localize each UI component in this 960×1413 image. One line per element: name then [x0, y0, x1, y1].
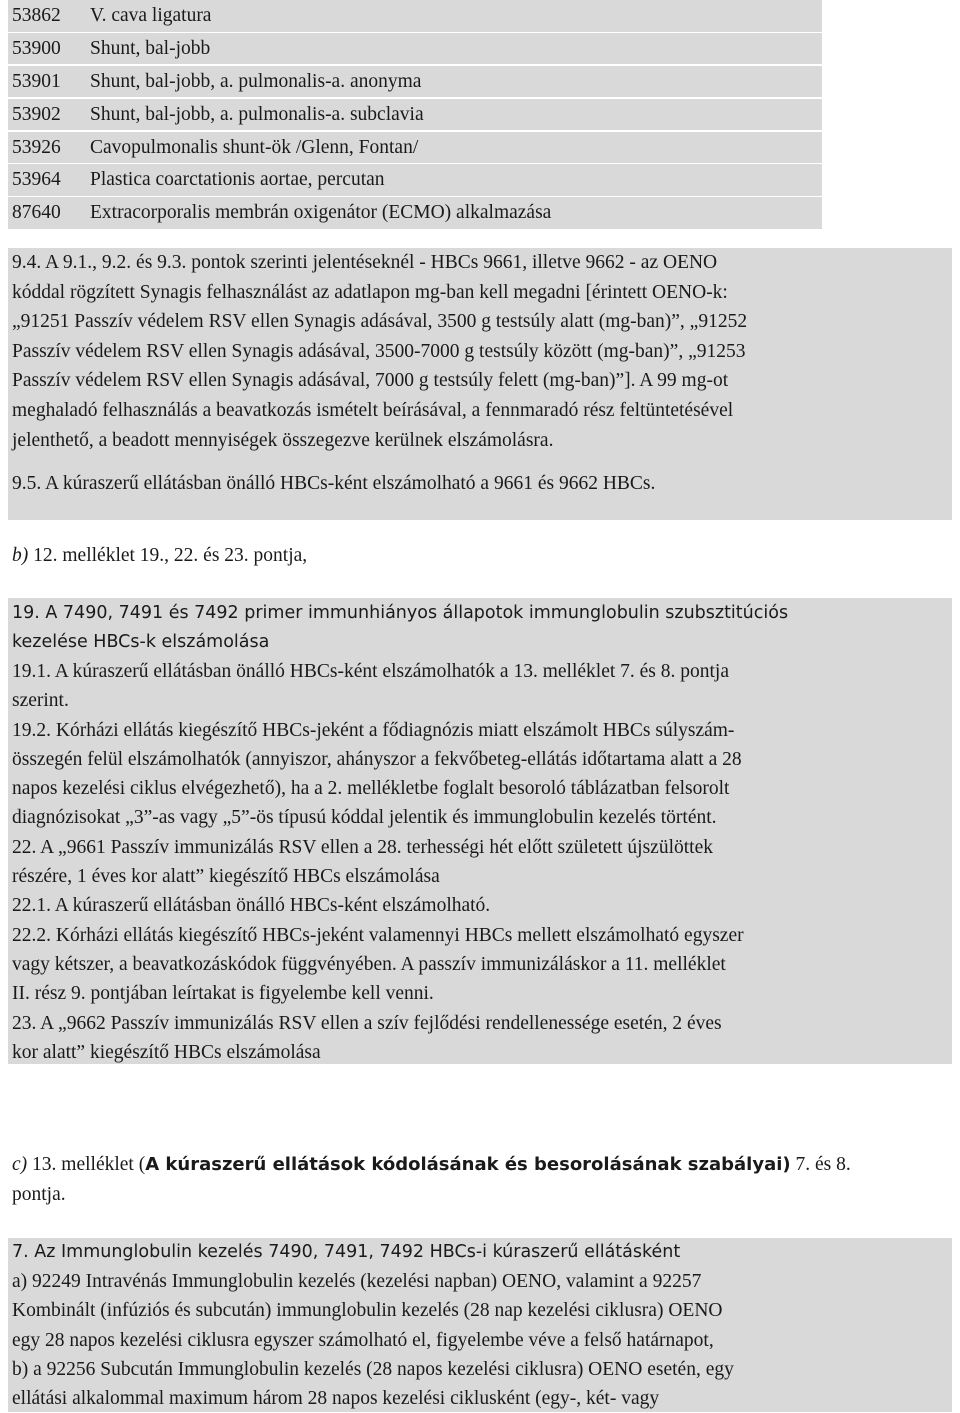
text-line: szerint. — [12, 690, 69, 712]
code-number: 53862 — [12, 5, 61, 26]
text-line: napos kezelési ciklus elvégezhető), ha a 2. mellékletbe foglalt besoroló táblázatban felsorolt — [12, 778, 730, 800]
code-label: V. cava ligatura — [90, 5, 212, 26]
text-line: 22. A „9661 Passzív immunizálás RSV ellen a 28. terhességi hét előtt született újszülöttek — [12, 836, 713, 858]
code-row — [8, 197, 822, 229]
text-line: kor alatt” kiegészítő HBCs elszámolása — [12, 1041, 321, 1063]
item-letter: b) — [12, 545, 29, 566]
text-line: 22.2. Kórházi ellátás kiegészítő HBCs-jeként valamennyi HBCs mellett elszámolható egyszer — [12, 924, 744, 946]
item-b — [8, 540, 952, 572]
code-row — [8, 99, 822, 131]
item-bold-title: A kúraszerű ellátások kódolásának és besorolásának szabályai) — [145, 1154, 791, 1175]
text-line: II. rész 9. pontjában leírtakat is figyelembe kell venni. — [12, 983, 434, 1005]
text-line: ellátási alkalommal maximum három 28 napos kezelési ciklusként (egy-, két- vagy — [12, 1388, 660, 1410]
code-number: 53900 — [12, 37, 61, 59]
text-line: részére, 1 éves kor alatt” kiegészítő HBCs elszámolása — [12, 866, 440, 888]
code-label: Extracorporalis membrán oxigenátor (ECMO) alkalmazása — [90, 202, 552, 224]
item-c — [8, 1150, 952, 1210]
item-b-line — [8, 540, 952, 572]
text-line: 22.1. A kúraszerű ellátásban önálló HBCs-ként elszámolható. — [12, 895, 491, 917]
item-text: 7. és 8. — [790, 1154, 851, 1175]
text-line: kóddal rögzített Synagis felhasználást az adatlapon mg-ban kell megadni [érintett OENO-k: — [12, 281, 728, 303]
paragraph-9-5: 9.5. A kúraszerű ellátásban önálló HBCs-ként elszámolható a 9661 és 9662 HBCs. — [12, 473, 656, 495]
text-line: 19.2. Kórházi ellátás kiegészítő HBCs-jeként a fődiagnózis miatt elszámolt HBCs súlyszám- — [12, 719, 735, 741]
code-number: 53964 — [12, 169, 61, 191]
code-number: 53926 — [12, 136, 61, 158]
paragraph-9-4 — [8, 248, 952, 520]
code-row — [8, 33, 822, 65]
text-line: „91251 Passzív védelem RSV ellen Synagis adásával, 3500 g testsúly alatt (mg-ban)”, „91252 — [12, 311, 748, 333]
item-c-line: pontja. — [12, 1184, 66, 1205]
item-c-line — [8, 1150, 952, 1180]
text-line: a) 92249 Intravénás Immunglobulin kezelés (kezelési napban) OENO, valamint a 92257 — [12, 1271, 702, 1292]
text-line: b) a 92256 Subcután Immunglobulin kezelés (28 napos kezelési ciklusra) OENO esetén, egy — [12, 1358, 734, 1380]
text-line: Kombinált (infúziós és subcután) immunglobulin kezelés (28 nap kezelési ciklusra) OENO — [12, 1300, 723, 1322]
section-19 — [8, 598, 952, 1064]
code-row — [8, 0, 822, 32]
text-line: jelenthető, a beadott mennyiségek összegezve kerülnek elszámolásra. — [12, 429, 554, 451]
code-row — [8, 132, 822, 164]
text-line: Passzív védelem RSV ellen Synagis adásával, 3500-7000 g testsúly között (mg-ban)”, „91253 — [12, 340, 746, 362]
code-label: Cavopulmonalis shunt-ök /Glenn, Fontan/ — [90, 136, 419, 158]
code-label: Shunt, bal-jobb, a. pulmonalis-a. subclavia — [90, 103, 424, 125]
text-line: diagnózisokat „3”-as vagy „5”-ös típusú kóddal jelentik és immunglobulin kezelés történt. — [12, 807, 717, 829]
code-number: 87640 — [12, 202, 61, 224]
code-row — [8, 164, 822, 196]
text-line: Passzív védelem RSV ellen Synagis adásával, 7000 g testsúly felett (mg-ban)”]. A 99 mg-ot — [12, 370, 729, 392]
text-line: egy 28 napos kezelési ciklusra egyszer számolható el, figyelembe véve a felső határnapot, — [12, 1329, 714, 1351]
text-line: meghaladó felhasználás a beavatkozás ismételt beírásával, a fennmaradó rész feltüntetésével — [12, 399, 734, 421]
text-line: 19.1. A kúraszerű ellátásban önálló HBCs-ként elszámolhatók a 13. melléklet 7. és 8. pontja — [12, 661, 729, 682]
code-label: Plastica coarctationis aortae, percutan — [90, 169, 385, 191]
code-row — [8, 66, 822, 98]
section-heading: kezelése HBCs-k elszámolása — [12, 631, 270, 652]
code-number: 53902 — [12, 103, 61, 125]
code-label: Shunt, bal-jobb, a. pulmonalis-a. anonyma — [90, 70, 422, 92]
item-text: 13. melléklet ( — [27, 1154, 146, 1175]
section-7 — [8, 1238, 952, 1412]
procedure-code-list — [8, 0, 822, 230]
text-line: összegén felül elszámolhatók (annyiszor, ahányszor a fekvőbeteg-ellátás időtartama alatt a 28 — [12, 748, 742, 770]
section-heading: 7. Az Immunglobulin kezelés 7490, 7491, 7492 HBCs-i kúraszerű ellátásként — [12, 1242, 681, 1262]
text-line: 9.4. A 9.1., 9.2. és 9.3. pontok szerinti jelentéseknél - HBCs 9661, illetve 9662 - az OENO — [12, 252, 718, 273]
text-line: vagy kétszer, a beavatkozáskódok függvényében. A passzív immunizáláskor a 11. melléklet — [12, 953, 726, 975]
code-number: 53901 — [12, 70, 61, 92]
code-label: Shunt, bal-jobb — [90, 37, 211, 59]
item-letter: c) — [12, 1154, 28, 1175]
text-line: 23. A „9662 Passzív immunizálás RSV ellen a szív fejlődési rendellenessége esetén, 2 éves — [12, 1012, 722, 1034]
section-heading: 19. A 7490, 7491 és 7492 primer immunhiányos állapotok immunglobulin szubsztitúciós — [12, 603, 789, 623]
item-text: 12. melléklet 19., 22. és 23. pontja, — [28, 545, 308, 566]
